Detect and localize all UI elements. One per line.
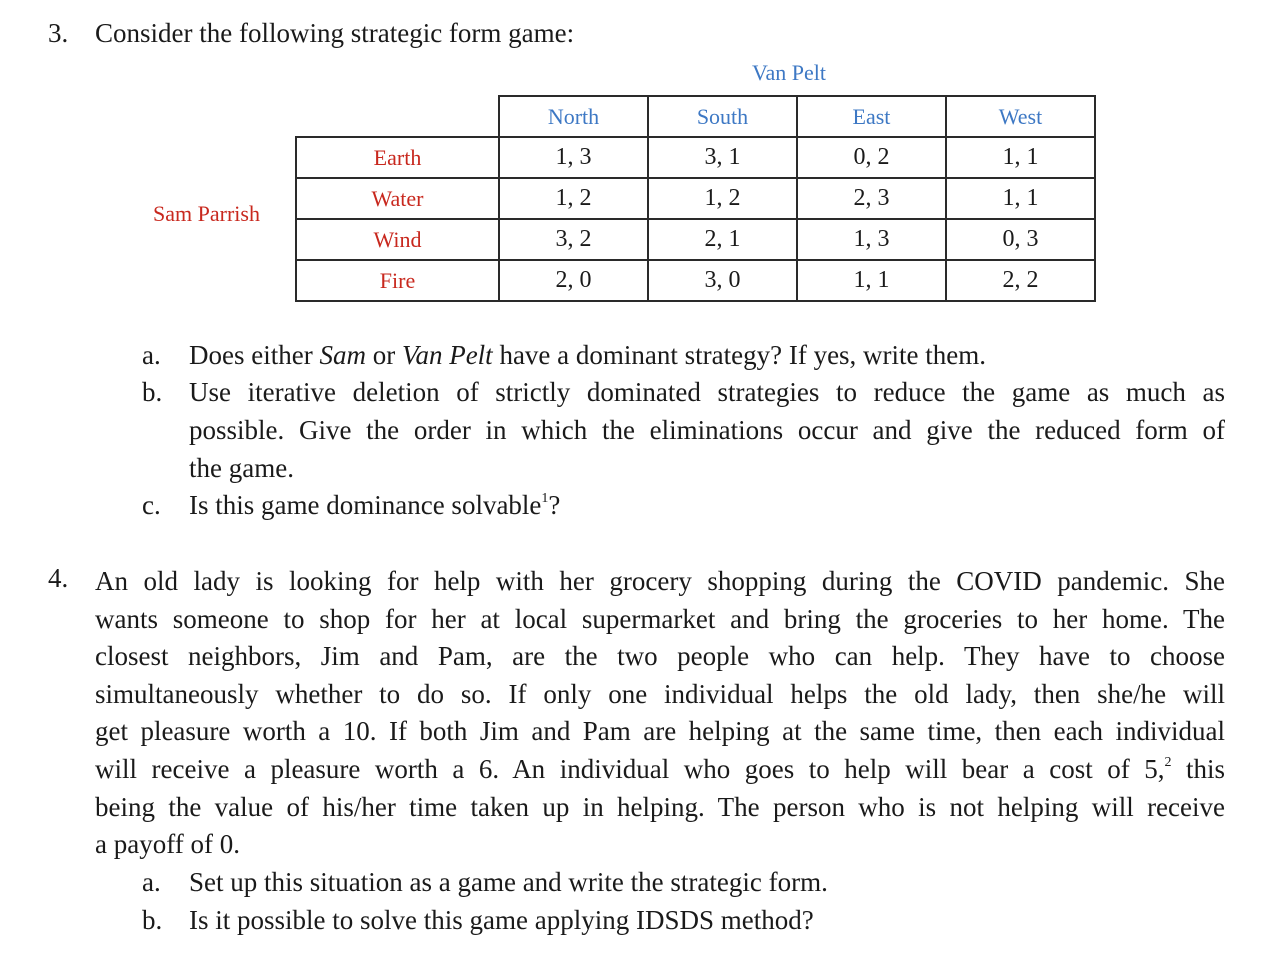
payoff-cell: 3, 1 [648,137,797,178]
payoff-cell: 1, 1 [797,260,946,301]
payoff-cell: 2, 3 [797,178,946,219]
q3-part-c-body: Is this game dominance solvable [189,490,542,520]
column-player-label: Van Pelt [752,60,826,85]
payoff-cell: 2, 0 [499,260,648,301]
q3-part-b-text [189,373,1225,487]
q4-part-b-letter: b. [142,905,163,935]
q4-line-6-end: this [1171,753,1225,784]
q4-line: a payoff of 0. [95,829,240,860]
q4-part-a-text: Set up this situation as a game and write the strategic form. [189,867,828,897]
q3-part-a-letter: a. [142,340,161,370]
q4-line: simultaneously whether to do so. If only one individual helps the old lady, then she/he will [95,678,1225,709]
payoff-row-fire [296,260,1095,301]
q3-part-b-letter: b. [142,377,163,407]
q3-part-b-line: possible. Give the order in which the eliminations occur and give the reduced form of [189,415,1225,445]
payoff-row-wind [296,219,1095,260]
column-header-west: West [946,96,1095,137]
q3-part-a-vanpelt: Van Pelt [401,340,493,370]
q4-line: An old lady is looking for help with her grocery shopping during the COVID pandemic. She [95,566,1225,596]
question-3-intro: Consider the following strategic form game: [95,18,575,48]
payoff-cell: 0, 2 [797,137,946,178]
footnote-marker-1: 1 [541,491,549,506]
q3-part-c-end: ? [548,490,561,520]
payoff-cell: 0, 3 [946,219,1095,260]
q4-line [95,751,1225,789]
q3-part-a-text [189,336,986,374]
row-player-label: Sam Parrish [153,201,260,226]
payoff-cell: 1, 3 [797,219,946,260]
q3-part-c-letter: c. [142,490,161,520]
q3-part-a-post: have a dominant strategy? If yes, write them. [492,340,987,370]
q3-part-b-line: Use iterative deletion of strictly dominated strategies to reduce the game as much as [189,377,1225,407]
payoff-row-earth [296,137,1095,178]
payoff-cell: 2, 2 [946,260,1095,301]
payoff-row-water [296,178,1095,219]
q4-part-a-letter: a. [142,867,161,897]
q3-part-c-text [189,486,560,524]
q4-line-6-body: will receive a pleasure worth a 6. An individual who goes to help will bear a cost of 5, [95,753,1165,784]
payoff-cell: 1, 1 [946,137,1095,178]
q3-part-a-pre: Does either [189,340,320,370]
payoff-header-row [296,96,1095,137]
payoff-cell: 3, 0 [648,260,797,301]
footnote-marker-2: 2 [1164,754,1172,770]
column-header-north: North [499,96,648,137]
payoff-cell: 1, 3 [499,137,648,178]
q3-part-a-sam: Sam [319,340,366,370]
q3-part-a-or: or [365,340,402,370]
payoff-cell: 1, 1 [946,178,1095,219]
q4-line: get pleasure worth a 10. If both Jim and Pam are helping at the same time, then each individual [95,716,1225,747]
payoff-cell: 1, 2 [499,178,648,219]
column-header-south: South [648,96,797,137]
q4-part-b-text: Is it possible to solve this game applying IDSDS method? [189,905,814,935]
payoff-cell: 3, 2 [499,219,648,260]
question-3-number: 3. [48,18,69,48]
question-4-text [95,563,1225,864]
payoff-cell: 2, 1 [648,219,797,260]
payoff-cell: 1, 2 [648,178,797,219]
row-header-fire: Fire [296,260,499,301]
corner-cell [296,96,499,137]
question-4-number: 4. [48,563,69,593]
payoff-matrix [295,95,1096,302]
column-header-east: East [797,96,946,137]
q4-line: wants someone to shop for her at local supermarket and bring the groceries to her home. The [95,603,1225,634]
row-header-earth: Earth [296,137,499,178]
row-header-wind: Wind [296,219,499,260]
q4-line: closest neighbors, Jim and Pam, are the two people who can help. They have to choose [95,641,1225,672]
q3-part-b-line: the game. [189,453,294,483]
row-header-water: Water [296,178,499,219]
q4-line: being the value of his/her time taken up in helping. The person who is not helping will receive [95,791,1225,822]
